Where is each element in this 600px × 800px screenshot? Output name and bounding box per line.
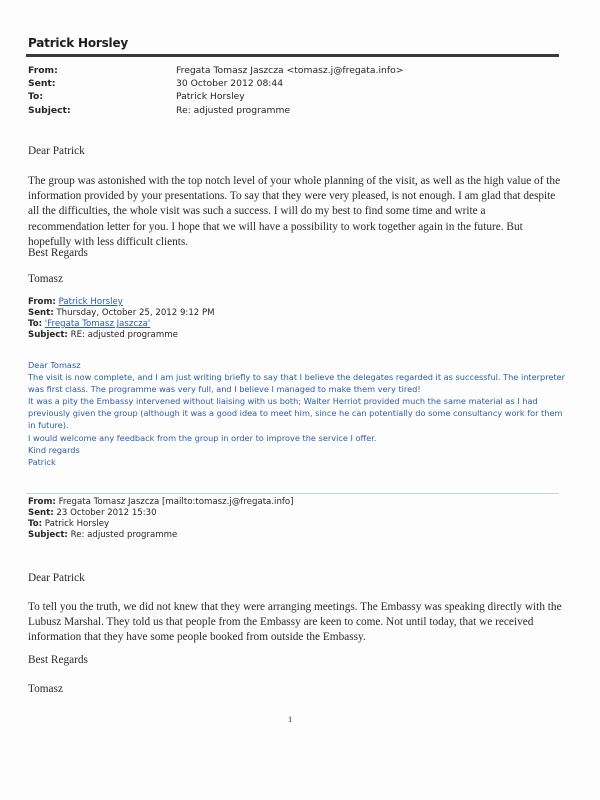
main-greeting: Dear Patrick [28, 145, 85, 157]
subject-value: Re: adjusted programme [176, 104, 291, 116]
header-rule [26, 54, 559, 57]
quoted-1-from-label: From: [28, 297, 56, 307]
quoted-1-from-link[interactable]: Patrick Horsley [58, 297, 123, 307]
quoted-2-from-row [28, 497, 294, 508]
quoted-1-paragraph: It was a pity the Embassy intervened without liaising with us both; Walter Herriot provided much the same material as I had previously given the group (although it was a good idea to meet him, since he can potentially do some consultancy work for them in future). [28, 396, 563, 431]
quoted-1-paragraph: I would welcome any feedback from the group in order to improve the service I offer. [28, 432, 377, 443]
subject-label: Subject: [28, 104, 71, 116]
main-email-headers [28, 64, 403, 117]
main-body: The group was astonished with the top notch level of your whole planning of the visit, as well as the high value of the information provided by your presentations. To say that they were very pleased, is not enough. I am glad that despite all the difficulties, the whole visit was such a success. I will do my best to find some time and write a recommendation letter for you. I hope that we will have a possibility to work together again in the future. But hopefully with less difficult clients. [28, 175, 561, 248]
from-label: From: [28, 65, 58, 76]
quoted-1-closing: Kind regards [28, 444, 80, 455]
quoted-1-sent-label: Sent: [28, 308, 54, 318]
quoted-2-subject-row [28, 530, 294, 541]
quoted-2-from-value: Fregata Tomasz Jaszcza [mailto:tomasz.j@fregata.info] [58, 497, 294, 507]
quoted-1-to-row [28, 319, 215, 330]
to-label: To: [28, 91, 44, 103]
quoted-2-to-row [28, 519, 294, 530]
quoted-1-to-label: To: [28, 319, 43, 329]
quote-separator-rule [26, 493, 559, 494]
quoted-2-to-label: To: [28, 519, 43, 529]
mailbox-owner-name: Patrick Horsley [28, 36, 129, 50]
sent-label: Sent: [28, 78, 56, 90]
quoted-1-subject-label: Subject: [28, 330, 68, 340]
from-value: Fregata Tomasz Jaszcza <tomasz.j@fregata.info> [176, 65, 404, 76]
quoted-email-1-headers [28, 297, 215, 341]
to-value: Patrick Horsley [176, 91, 245, 103]
header-to-row [28, 90, 403, 103]
main-closing: Best Regards [28, 247, 88, 259]
quoted-email-2-headers [28, 497, 294, 541]
quoted-2-to-value: Patrick Horsley [44, 519, 110, 529]
header-subject-row [28, 104, 403, 117]
sent-value: 30 October 2012 08:44 [176, 78, 284, 90]
quoted-1-sent-value: Thursday, October 25, 2012 9:12 PM [56, 308, 215, 318]
quoted-1-greeting: Dear Tomasz [28, 360, 81, 370]
quoted-2-subject-value: Re: adjusted programme [70, 530, 178, 540]
quoted-2-signature: Tomasz [28, 683, 63, 695]
page-number: 1 [288, 714, 293, 724]
quoted-1-subject-row [28, 330, 215, 341]
quoted-1-from-row [28, 297, 215, 308]
quoted-2-subject-label: Subject: [28, 530, 68, 540]
quoted-1-signature: Patrick [28, 456, 56, 467]
quoted-2-greeting: Dear Patrick [28, 572, 85, 584]
quoted-2-sent-row [28, 508, 294, 519]
header-from-row [28, 64, 403, 77]
quoted-2-body: To tell you the truth, we did not knew that they were arranging meetings. The Embassy was speaking directly with the Lubusz Marshal. They told us that people from the Embassy are keen to come. Not until today, that we received information that they have some people booked from outside the Embassy. [28, 601, 562, 644]
header-sent-row [28, 77, 403, 90]
quoted-1-to-link[interactable]: 'Fregata Tomasz Jaszcza' [44, 319, 151, 329]
quoted-2-from-label: From: [28, 497, 56, 507]
quoted-1-subject-value: RE: adjusted programme [70, 330, 178, 340]
quoted-2-closing: Best Regards [28, 654, 88, 666]
quoted-1-paragraph: The visit is now complete, and I am just writing briefly to say that I believe the delegates regarded it as successful. The interpreter was first class. The programme was very full, and I believe I managed to make them very tired! [28, 372, 566, 395]
quoted-1-sent-row [28, 308, 215, 319]
quoted-email-1-body [28, 359, 568, 468]
quoted-2-sent-label: Sent: [28, 508, 54, 518]
quoted-2-sent-value: 23 October 2012 15:30 [56, 508, 157, 518]
main-signature: Tomasz [28, 273, 63, 285]
